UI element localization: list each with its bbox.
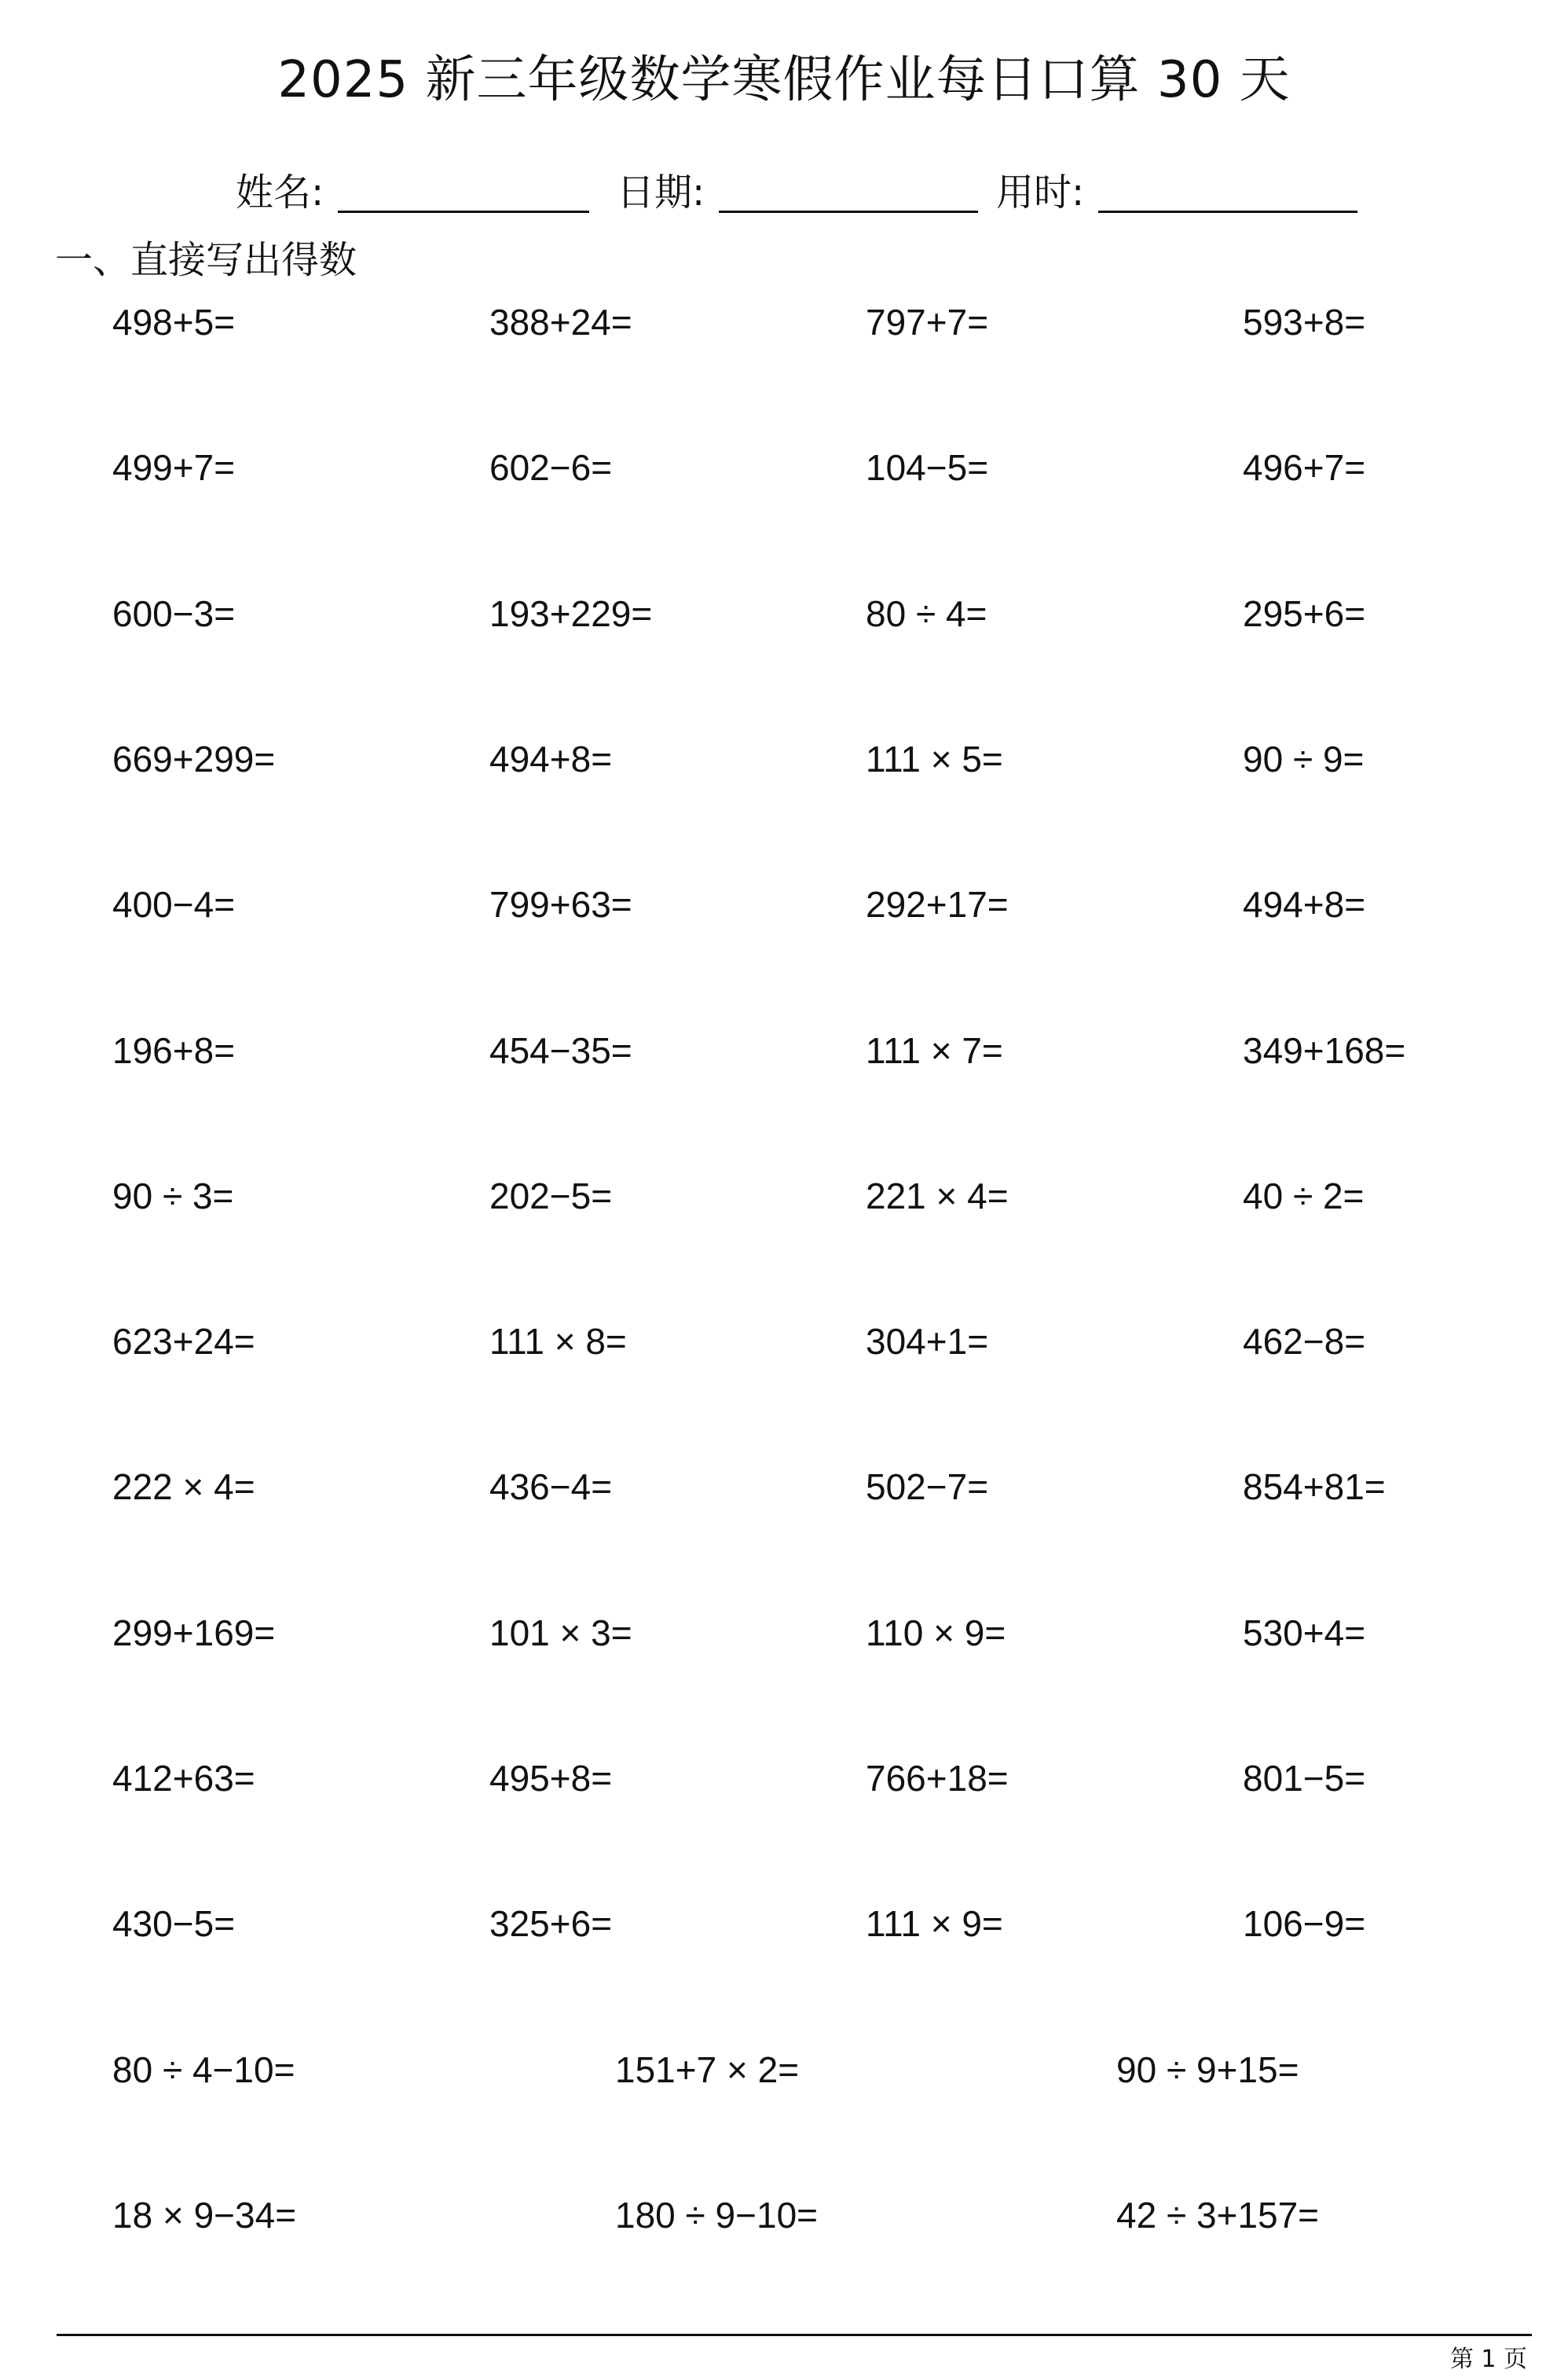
mixed-arithmetic-problem: 151+7 × 2=: [615, 2049, 800, 2090]
arithmetic-problem: 495+8=: [489, 1758, 613, 1799]
arithmetic-problem: 80 ÷ 4=: [866, 593, 987, 634]
arithmetic-problem: 106−9=: [1243, 1903, 1366, 1944]
arithmetic-problem: 502−7=: [866, 1466, 989, 1507]
arithmetic-problem: 494+8=: [489, 739, 613, 779]
mixed-arithmetic-problem: 80 ÷ 4−10=: [112, 2049, 295, 2090]
arithmetic-problem: 111 × 7=: [866, 1030, 1003, 1071]
mixed-arithmetic-problem: 18 × 9−34=: [112, 2195, 297, 2236]
arithmetic-problem: 110 × 9=: [866, 1612, 1006, 1653]
page-title: 2025 新三年级数学寒假作业每日口算 30 天: [277, 51, 1291, 109]
arithmetic-problem: 593+8=: [1243, 302, 1366, 343]
arithmetic-problem: 104−5=: [866, 447, 989, 488]
arithmetic-problem: 801−5=: [1243, 1758, 1366, 1799]
date-blank: [719, 165, 978, 213]
arithmetic-problem: 295+6=: [1243, 593, 1366, 634]
arithmetic-problem: 388+24=: [489, 302, 632, 343]
arithmetic-problem: 799+63=: [489, 884, 632, 925]
arithmetic-problem: 304+1=: [866, 1321, 989, 1362]
arithmetic-problem: 111 × 5=: [866, 739, 1003, 779]
arithmetic-problem: 90 ÷ 9=: [1243, 739, 1365, 779]
arithmetic-problem: 222 × 4=: [112, 1466, 255, 1507]
arithmetic-problem: 193+229=: [489, 593, 653, 634]
page-number: 第 1 页: [1449, 2346, 1527, 2373]
arithmetic-problem: 325+6=: [489, 1903, 613, 1944]
footer-divider: [57, 2334, 1532, 2336]
arithmetic-problem: 292+17=: [866, 884, 1009, 925]
time-field: [996, 165, 1357, 220]
mixed-arithmetic-problem: 42 ÷ 3+157=: [1116, 2195, 1320, 2236]
arithmetic-problem: 101 × 3=: [489, 1612, 632, 1653]
section-heading: 一、直接写出得数: [55, 238, 357, 282]
time-label: 用时:: [996, 171, 1085, 215]
mixed-arithmetic-problem: 180 ÷ 9−10=: [615, 2195, 819, 2236]
arithmetic-problem: 766+18=: [866, 1758, 1009, 1799]
name-field: [236, 165, 589, 220]
arithmetic-problem: 498+5=: [112, 302, 236, 343]
arithmetic-problem: 462−8=: [1243, 1321, 1366, 1362]
arithmetic-problem: 90 ÷ 3=: [112, 1176, 234, 1216]
arithmetic-problem: 669+299=: [112, 739, 276, 779]
arithmetic-problem: 602−6=: [489, 447, 613, 488]
date-field: [617, 165, 978, 220]
arithmetic-problem: 349+168=: [1243, 1030, 1406, 1071]
arithmetic-problem: 412+63=: [112, 1758, 255, 1799]
arithmetic-problem: 623+24=: [112, 1321, 255, 1362]
arithmetic-problem: 854+81=: [1243, 1466, 1386, 1507]
arithmetic-problem: 496+7=: [1243, 447, 1366, 488]
arithmetic-problem: 430−5=: [112, 1903, 236, 1944]
arithmetic-problem: 221 × 4=: [866, 1176, 1009, 1216]
arithmetic-problem: 202−5=: [489, 1176, 613, 1216]
time-blank: [1098, 165, 1357, 213]
student-info-row: [0, 165, 1568, 220]
date-label: 日期:: [617, 171, 705, 215]
arithmetic-problem: 400−4=: [112, 884, 236, 925]
arithmetic-problem: 436−4=: [489, 1466, 613, 1507]
arithmetic-problem: 111 × 9=: [866, 1903, 1003, 1944]
arithmetic-problem: 530+4=: [1243, 1612, 1366, 1653]
arithmetic-problem: 600−3=: [112, 593, 236, 634]
mixed-arithmetic-problem: 90 ÷ 9+15=: [1116, 2049, 1299, 2090]
name-blank: [338, 165, 589, 213]
arithmetic-problem: 454−35=: [489, 1030, 632, 1071]
arithmetic-problem: 499+7=: [112, 447, 236, 488]
arithmetic-problem: 494+8=: [1243, 884, 1366, 925]
arithmetic-problem: 797+7=: [866, 302, 989, 343]
arithmetic-problem: 40 ÷ 2=: [1243, 1176, 1365, 1216]
arithmetic-problem: 196+8=: [112, 1030, 236, 1071]
name-label: 姓名:: [236, 171, 324, 215]
arithmetic-problem: 111 × 8=: [489, 1321, 627, 1362]
arithmetic-problem: 299+169=: [112, 1612, 276, 1653]
